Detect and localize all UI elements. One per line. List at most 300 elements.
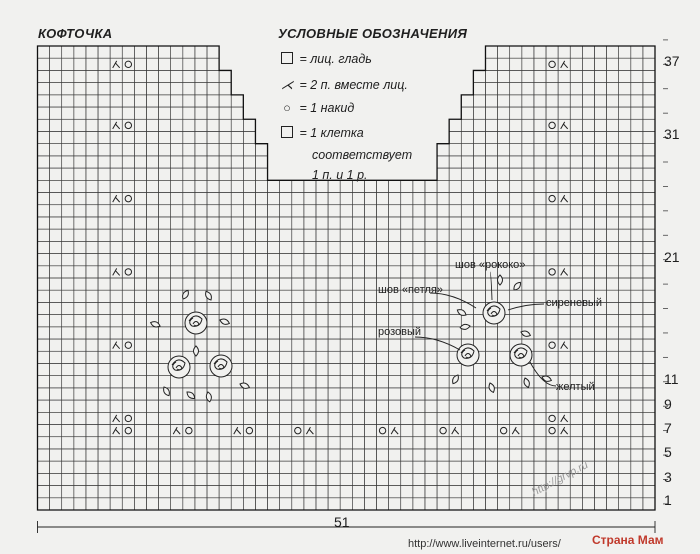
grid-cell — [352, 327, 364, 339]
grid-cell — [449, 461, 461, 473]
grid-cell — [195, 119, 207, 131]
grid-cell — [304, 180, 316, 192]
grid-cell — [510, 241, 522, 253]
grid-cell — [413, 400, 425, 412]
grid-cell — [38, 193, 50, 205]
grid-cell — [219, 437, 231, 449]
grid-cell — [582, 278, 594, 290]
grid-cell — [473, 180, 485, 192]
grid-cell — [183, 180, 195, 192]
grid-cell — [219, 180, 231, 192]
grid-cell — [510, 461, 522, 473]
grid-cell — [86, 83, 98, 95]
grid-cell — [607, 168, 619, 180]
grid-cell — [485, 193, 497, 205]
grid-cell — [74, 144, 86, 156]
grid-cell — [558, 83, 570, 95]
grid-cell — [38, 327, 50, 339]
grid-cell — [389, 351, 401, 363]
grid-cell — [473, 498, 485, 510]
grid-cell — [328, 180, 340, 192]
grid-cell — [207, 254, 219, 266]
grid-cell — [473, 461, 485, 473]
grid-cell — [86, 363, 98, 375]
grid-cell — [413, 205, 425, 217]
grid-cell — [352, 193, 364, 205]
width-label: 51 — [334, 514, 350, 530]
grid-cell — [159, 107, 171, 119]
grid-cell — [473, 241, 485, 253]
grid-cell — [607, 205, 619, 217]
grid-cell — [570, 327, 582, 339]
grid-cell — [619, 486, 631, 498]
grid-cell — [207, 400, 219, 412]
grid-cell — [510, 388, 522, 400]
legend-item-stockinette — [278, 52, 372, 66]
grid-cell — [377, 241, 389, 253]
grid-cell — [50, 363, 62, 375]
grid-cell — [134, 486, 146, 498]
grid-cell — [546, 83, 558, 95]
leaf-icon — [498, 275, 503, 285]
grid-cell — [219, 119, 231, 131]
grid-cell — [98, 486, 110, 498]
grid-cell — [98, 376, 110, 388]
grid-cell — [619, 327, 631, 339]
grid-cell — [461, 193, 473, 205]
grid-cell — [159, 302, 171, 314]
grid-cell — [304, 351, 316, 363]
grid-cell — [110, 473, 122, 485]
grid-cell — [607, 107, 619, 119]
grid-cell — [328, 388, 340, 400]
grid-cell — [594, 363, 606, 375]
grid-cell — [534, 58, 546, 70]
leaf-icon — [488, 382, 496, 393]
grid-cell — [328, 486, 340, 498]
grid-cell — [183, 95, 195, 107]
grid-cell — [304, 229, 316, 241]
grid-cell — [534, 388, 546, 400]
grid-cell — [74, 241, 86, 253]
grid-cell — [268, 351, 280, 363]
grid-cell — [594, 144, 606, 156]
grid-cell — [570, 217, 582, 229]
grid-cell — [159, 83, 171, 95]
grid-cell — [582, 144, 594, 156]
grid-cell — [570, 205, 582, 217]
grid-cell — [352, 388, 364, 400]
grid-cell — [304, 498, 316, 510]
grid-cell — [607, 156, 619, 168]
grid-cell — [195, 46, 207, 58]
grid-cell — [171, 229, 183, 241]
grid-cell — [280, 498, 292, 510]
grid-cell — [231, 351, 243, 363]
grid-cell — [171, 144, 183, 156]
grid-cell — [62, 107, 74, 119]
grid-cell — [582, 437, 594, 449]
grid-cell — [594, 83, 606, 95]
grid-cell — [74, 302, 86, 314]
grid-cell — [231, 229, 243, 241]
grid-cell — [316, 498, 328, 510]
grid-cell — [171, 278, 183, 290]
grid-cell — [534, 266, 546, 278]
grid-cell — [231, 241, 243, 253]
grid-cell — [243, 290, 255, 302]
grid-cell — [461, 168, 473, 180]
yarn-over-icon — [549, 342, 555, 348]
k2tog-icon — [512, 427, 519, 434]
grid-cell — [134, 388, 146, 400]
grid-cell — [146, 168, 158, 180]
yarn-over-icon — [379, 427, 385, 433]
grid-cell — [122, 315, 134, 327]
grid-cell — [534, 461, 546, 473]
grid-cell — [122, 229, 134, 241]
grid-cell — [98, 339, 110, 351]
grid-cell — [134, 400, 146, 412]
grid-cell — [195, 180, 207, 192]
grid-cell — [304, 315, 316, 327]
grid-cell — [86, 266, 98, 278]
grid-cell — [98, 449, 110, 461]
grid-cell — [316, 412, 328, 424]
grid-cell — [340, 351, 352, 363]
grid-cell — [485, 131, 497, 143]
grid-cell — [607, 95, 619, 107]
grid-cell — [328, 205, 340, 217]
grid-cell — [183, 498, 195, 510]
grid-cell — [280, 327, 292, 339]
grid-cell — [389, 486, 401, 498]
grid-cell — [498, 46, 510, 58]
grid-cell — [195, 217, 207, 229]
grid-cell — [122, 388, 134, 400]
grid-cell — [243, 425, 255, 437]
grid-cell — [413, 229, 425, 241]
grid-cell — [231, 400, 243, 412]
grid-cell — [607, 144, 619, 156]
grid-cell — [159, 498, 171, 510]
grid-cell — [38, 156, 50, 168]
grid-cell — [122, 156, 134, 168]
grid-cell — [534, 449, 546, 461]
grid-cell — [352, 425, 364, 437]
grid-cell — [389, 376, 401, 388]
grid-cell — [50, 156, 62, 168]
grid-cell — [631, 95, 643, 107]
grid-cell — [316, 388, 328, 400]
legend-heading: УСЛОВНЫЕ ОБОЗНАЧЕНИЯ — [278, 26, 468, 41]
grid-cell — [134, 156, 146, 168]
grid-cell — [546, 58, 558, 70]
grid-cell — [594, 461, 606, 473]
grid-cell — [485, 119, 497, 131]
grid-cell — [401, 351, 413, 363]
grid-cell — [582, 83, 594, 95]
grid-cell — [86, 498, 98, 510]
grid-cell — [498, 376, 510, 388]
grid-cell — [619, 278, 631, 290]
grid-cell — [607, 278, 619, 290]
grid-cell — [74, 229, 86, 241]
grid-cell — [522, 205, 534, 217]
watermark-diagonal: http://grvp.ru — [530, 459, 591, 499]
grid-cell — [86, 229, 98, 241]
grid-cell — [534, 46, 546, 58]
grid-cell — [268, 412, 280, 424]
grid-cell — [98, 437, 110, 449]
grid-cell — [594, 498, 606, 510]
grid-cell — [219, 486, 231, 498]
grid-cell — [62, 449, 74, 461]
grid-cell — [62, 205, 74, 217]
grid-cell — [607, 131, 619, 143]
grid-cell — [558, 363, 570, 375]
grid-cell — [110, 156, 122, 168]
grid-cell — [122, 58, 134, 70]
grid-cell — [195, 131, 207, 143]
grid-cell — [86, 180, 98, 192]
grid-cell — [485, 241, 497, 253]
grid-cell — [643, 168, 655, 180]
grid-cell — [607, 461, 619, 473]
grid-cell — [268, 376, 280, 388]
grid-cell — [461, 229, 473, 241]
k2tog-icon — [561, 427, 568, 434]
grid-cell — [643, 180, 655, 192]
grid-cell — [328, 449, 340, 461]
grid-cell — [582, 498, 594, 510]
grid-cell — [619, 46, 631, 58]
grid-cell — [534, 241, 546, 253]
grid-cell — [268, 400, 280, 412]
grid-cell — [38, 266, 50, 278]
grid-cell — [255, 302, 267, 314]
grid-cell — [594, 400, 606, 412]
grid-cell — [631, 46, 643, 58]
grid-cell — [364, 241, 376, 253]
grid-cell — [159, 241, 171, 253]
grid-cell — [122, 412, 134, 424]
grid-cell — [195, 83, 207, 95]
grid-cell — [50, 339, 62, 351]
grid-cell — [461, 119, 473, 131]
grid-cell — [631, 290, 643, 302]
grid-cell — [328, 351, 340, 363]
grid-cell — [38, 412, 50, 424]
grid-cell — [546, 217, 558, 229]
grid-cell — [594, 95, 606, 107]
grid-cell — [38, 95, 50, 107]
grid-cell — [38, 254, 50, 266]
grid-cell — [122, 400, 134, 412]
grid-cell — [413, 180, 425, 192]
grid-cell — [364, 193, 376, 205]
grid-cell — [38, 473, 50, 485]
grid-cell — [510, 168, 522, 180]
grid-cell — [62, 58, 74, 70]
grid-cell — [122, 217, 134, 229]
grid-cell — [389, 302, 401, 314]
grid-cell — [498, 400, 510, 412]
grid-cell — [219, 400, 231, 412]
grid-cell — [473, 327, 485, 339]
grid-cell — [134, 58, 146, 70]
grid-cell — [485, 180, 497, 192]
grid-cell — [631, 449, 643, 461]
grid-cell — [619, 156, 631, 168]
grid-cell — [146, 156, 158, 168]
legend-text: = лиц. гладь — [299, 52, 372, 66]
grid-cell — [546, 327, 558, 339]
grid-cell — [74, 107, 86, 119]
grid-cell — [86, 119, 98, 131]
grid-cell — [558, 400, 570, 412]
grid-cell — [328, 400, 340, 412]
grid-cell — [62, 254, 74, 266]
grid-cell — [98, 290, 110, 302]
grid-cell — [74, 351, 86, 363]
grid-cell — [183, 144, 195, 156]
grid-cell — [219, 388, 231, 400]
grid-cell — [207, 376, 219, 388]
grid-cell — [473, 473, 485, 485]
yarn-over-icon: ○ — [283, 101, 291, 115]
grid-cell — [510, 107, 522, 119]
grid-cell — [98, 363, 110, 375]
grid-cell — [231, 131, 243, 143]
grid-cell — [534, 278, 546, 290]
grid-cell — [643, 339, 655, 351]
grid-cell — [231, 205, 243, 217]
grid-cell — [255, 376, 267, 388]
grid-cell — [643, 473, 655, 485]
grid-cell — [437, 180, 449, 192]
grid-cell — [498, 388, 510, 400]
grid-cell — [437, 461, 449, 473]
grid-cell — [98, 327, 110, 339]
grid-cell — [38, 351, 50, 363]
grid-cell — [50, 83, 62, 95]
grid-cell — [510, 156, 522, 168]
grid-cell — [134, 376, 146, 388]
grid-cell — [183, 425, 195, 437]
yarn-over-icon — [549, 415, 555, 421]
grid-cell — [122, 302, 134, 314]
grid-cell — [352, 412, 364, 424]
grid-cell — [377, 217, 389, 229]
grid-cell — [631, 131, 643, 143]
grid-cell — [437, 315, 449, 327]
grid-cell — [607, 83, 619, 95]
grid-cell — [328, 193, 340, 205]
grid-cell — [449, 437, 461, 449]
grid-cell — [413, 412, 425, 424]
grid-cell — [86, 156, 98, 168]
k2tog-icon — [561, 195, 568, 202]
grid-cell — [522, 107, 534, 119]
grid-cell — [159, 156, 171, 168]
grid-cell — [292, 412, 304, 424]
grid-cell — [122, 144, 134, 156]
grid-cell — [631, 339, 643, 351]
grid-cell — [304, 266, 316, 278]
grid-cell — [631, 193, 643, 205]
grid-cell — [74, 58, 86, 70]
grid-cell — [389, 205, 401, 217]
grid-cell — [122, 180, 134, 192]
grid-cell — [449, 131, 461, 143]
grid-cell — [546, 193, 558, 205]
grid-cell — [582, 266, 594, 278]
grid-cell — [401, 229, 413, 241]
grid-cell — [146, 351, 158, 363]
grid-cell — [280, 486, 292, 498]
grid-cell — [207, 473, 219, 485]
grid-cell — [304, 437, 316, 449]
grid-cell — [643, 217, 655, 229]
grid-cell — [607, 449, 619, 461]
grid-cell — [364, 290, 376, 302]
grid-cell — [255, 425, 267, 437]
grid-cell — [171, 473, 183, 485]
rose-outline — [510, 344, 532, 366]
grid-cell — [86, 315, 98, 327]
grid-cell — [122, 119, 134, 131]
grid-cell — [631, 144, 643, 156]
grid-cell — [146, 254, 158, 266]
grid-cell — [110, 486, 122, 498]
grid-cell — [522, 315, 534, 327]
grid-cell — [231, 193, 243, 205]
grid-cell — [461, 486, 473, 498]
grid-cell — [364, 205, 376, 217]
grid-cell — [401, 217, 413, 229]
grid-cell — [425, 217, 437, 229]
grid-cell — [485, 70, 497, 82]
grid-cell — [485, 400, 497, 412]
grid-cell — [413, 302, 425, 314]
grid-cell — [401, 498, 413, 510]
grid-cell — [316, 315, 328, 327]
grid-cell — [110, 449, 122, 461]
grid-cell — [546, 315, 558, 327]
grid-cell — [50, 144, 62, 156]
grid-cell — [110, 498, 122, 510]
grid-cell — [449, 278, 461, 290]
grid-cell — [607, 339, 619, 351]
grid-cell — [74, 400, 86, 412]
grid-cell — [62, 217, 74, 229]
grid-cell — [619, 107, 631, 119]
grid-cell — [437, 351, 449, 363]
grid-cell — [619, 351, 631, 363]
grid-cell — [570, 229, 582, 241]
grid-cell — [146, 449, 158, 461]
grid-cell — [98, 46, 110, 58]
grid-cell — [62, 473, 74, 485]
grid-cell — [570, 107, 582, 119]
grid-cell — [74, 46, 86, 58]
grid-cell — [607, 351, 619, 363]
grid-cell — [74, 290, 86, 302]
grid-cell — [219, 278, 231, 290]
grid-cell — [510, 95, 522, 107]
grid-cell — [643, 254, 655, 266]
